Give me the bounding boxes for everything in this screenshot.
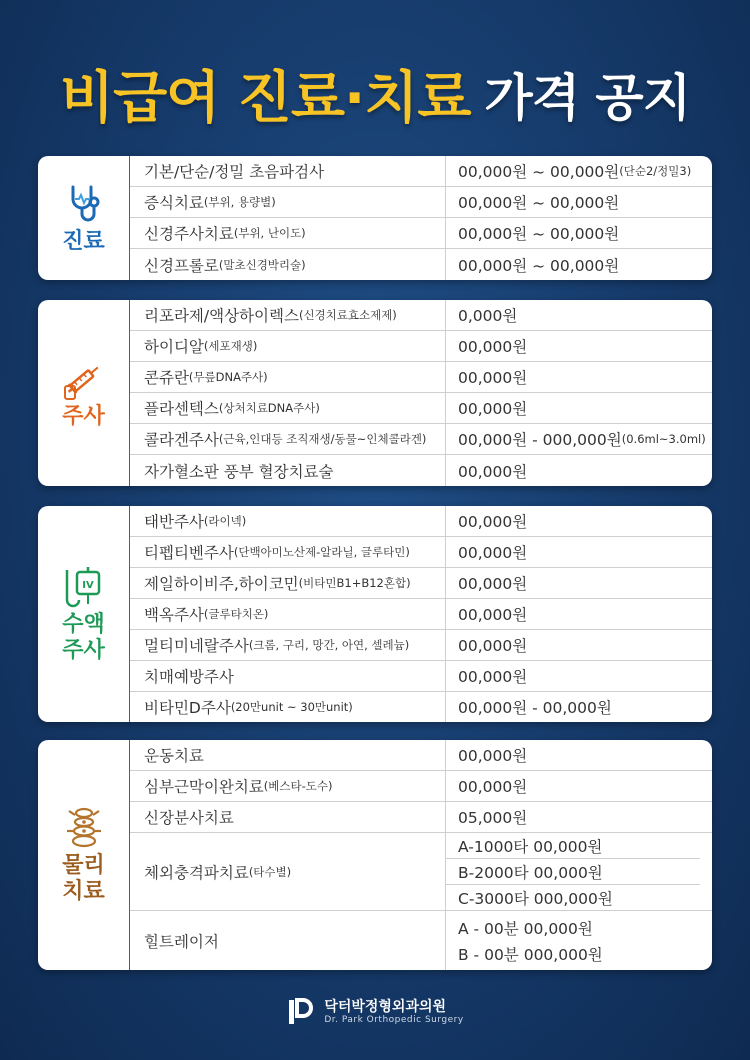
table-row: 태반주사 (라이넥) 00,000원: [130, 506, 712, 537]
iv-bag-icon: [61, 564, 107, 610]
clinic-section-card: [38, 156, 712, 280]
physical-label-line1: 물리: [62, 853, 105, 878]
table-row: 심부근막이완치료 (베스타-도수) 00,000원: [130, 771, 712, 802]
clinic-label: 진료: [62, 229, 105, 254]
subprice-item: A - 00분 00,000원: [458, 920, 593, 938]
iv-label-line2: 주사: [62, 638, 105, 663]
table-row: 증식치료 (부위, 용량별) 00,000원 ~ 00,000원: [130, 187, 712, 218]
table-row: 콜라겐주사 (근육,인대등 조직재생/동물~인체콜라겐) 00,000원 - 000,000원 (0.6ml~3.0ml): [130, 424, 712, 455]
title-rest: 가격 공지: [484, 69, 691, 127]
page-title: [0, 54, 750, 134]
stethoscope-icon: [61, 181, 107, 227]
table-row: 콘쥬란 (무릎DNA주사) 00,000원: [130, 362, 712, 393]
iv-category: [38, 506, 130, 722]
table-row: 힐트레이저 A - 00분 00,000원 B - 00분 000,000원: [130, 911, 712, 970]
table-row: 비타민D주사 (20만unit ~ 30만unit) 00,000원 - 00,000원: [130, 692, 712, 722]
clinic-name-english: Dr. Park Orthopedic Surgery: [324, 1014, 464, 1025]
table-row: 백옥주사 (글루타치온) 00,000원: [130, 599, 712, 630]
table-row: 신경주사치료 (부위, 난이도) 00,000원 ~ 00,000원: [130, 218, 712, 249]
table-row: 체외충격파치료 (타수별) A-1000타 00,000원 B-2000타 00,000원 C-3000타 000,000원: [130, 833, 712, 911]
table-row: 신장분사치료 05,000원: [130, 802, 712, 833]
table-row: 플라센텍스 (상처치료DNA주사) 00,000원: [130, 393, 712, 424]
subprice-item: A-1000타 00,000원: [446, 833, 700, 859]
injection-label: 주사: [62, 404, 105, 429]
clinic-category: [38, 156, 130, 280]
subprice-item: C-3000타 000,000원: [458, 890, 613, 908]
table-row: 운동치료 00,000원: [130, 740, 712, 771]
table-row: 티펩티벤주사 (단백아미노산제-알라닐, 글루타민) 00,000원: [130, 537, 712, 568]
spine-icon: [61, 805, 107, 851]
physical-label-line2: 치료: [62, 879, 105, 904]
table-row: 자가혈소판 풍부 혈장치료술 00,000원: [130, 455, 712, 486]
physical-section-card: [38, 740, 712, 970]
syringe-icon: [61, 356, 107, 402]
table-row: 기본/단순/정밀 초음파검사 00,000원 ~ 00,000원 (단순2/정밀3): [130, 156, 712, 187]
title-highlight: 비급여 진료·치료: [59, 66, 471, 131]
injection-category: [38, 300, 130, 486]
iv-label-line1: 수액: [62, 612, 105, 637]
table-row: 제일하이비주,하이코민 (비타민B1+B12혼합) 00,000원: [130, 568, 712, 599]
table-row: 치매예방주사 00,000원: [130, 661, 712, 692]
physical-category: [38, 740, 130, 970]
footer-logo: [0, 992, 750, 1032]
table-row: 리포라제/액상하이렉스 (신경치료효소제제) 0,000원: [130, 300, 712, 331]
svg-text:IV: IV: [81, 580, 94, 591]
iv-section-card: [38, 506, 712, 722]
table-row: 멀티미네랄주사 (크롬, 구리, 망간, 아연, 셀레늄) 00,000원: [130, 630, 712, 661]
subprice-item: B - 00분 000,000원: [458, 946, 603, 964]
clinic-name: 닥터박정형외과의원: [324, 998, 447, 1015]
clinic-logo-icon: [286, 997, 316, 1027]
table-row: 하이디알 (세포재생) 00,000원: [130, 331, 712, 362]
injection-section-card: [38, 300, 712, 486]
table-row: 신경프롤로 (말초신경박리술) 00,000원 ~ 00,000원: [130, 249, 712, 280]
subprice-item: B-2000타 00,000원: [446, 859, 700, 885]
